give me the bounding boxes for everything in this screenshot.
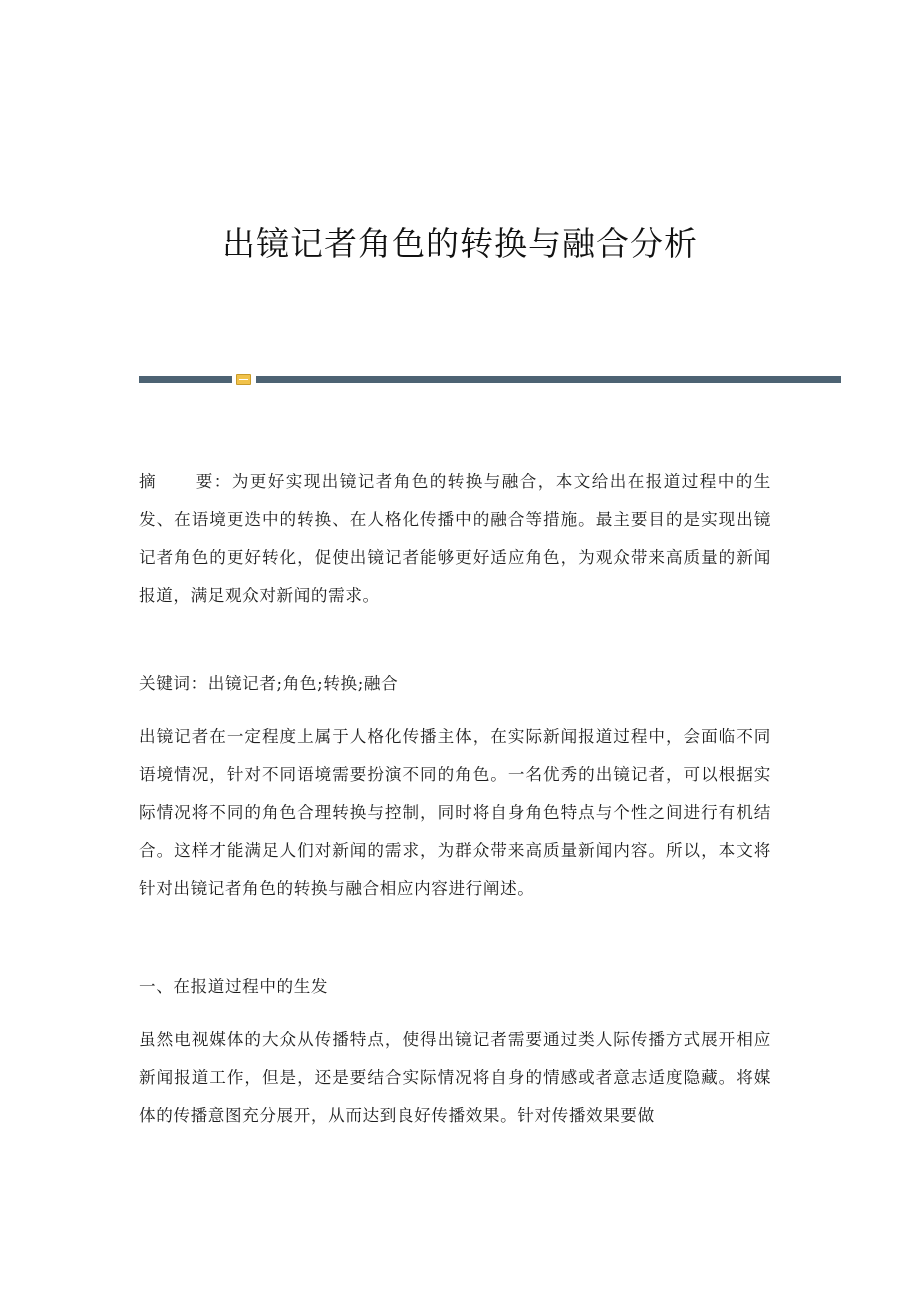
intro-paragraph: 出镜记者在一定程度上属于人格化传播主体，在实际新闻报道过程中，会面临不同语境情况，针对不同语境需要扮演不同的角色。一名优秀的出镜记者，可以根据实际情况将不同的角色合理转换与控制，同时将自身角色特点与个性之间进行有机结合。这样才能满足人们对新闻的需求，为群众带来高质量新闻内容。所以，本文将针对出镜记者角色的转换与融合相应内容进行阐述。 xyxy=(139,727,771,898)
abstract-paragraph xyxy=(139,463,771,615)
section-heading-1: 一、在报道过程中的生发 xyxy=(139,977,329,996)
abstract-text: 为更好实现出镜记者角色的转换与融合，本文给出在报道过程中的生发、在语境更迭中的转换、在人格化传播中的融合等措施。最主要目的是实现出镜记者角色的更好转化，促使出镜记者能够更好适应角色，为观众带来高质量的新闻报道，满足观众对新闻的需求。 xyxy=(139,472,772,605)
abstract-label xyxy=(139,463,195,501)
abstract-label-second: 要： xyxy=(195,472,232,491)
divider-bar-right xyxy=(256,376,841,383)
divider-ornament-icon xyxy=(236,374,251,385)
divider-bar-left xyxy=(139,376,232,383)
section-1-paragraph: 虽然电视媒体的大众从传播特点，使得出镜记者需要通过类人际传播方式展开相应新闻报道工作，但是，还是要结合实际情况将自身的情感或者意志适度隐藏。将媒体的传播意图充分展开，从而达到良好传播效果。针对传播效果要做 xyxy=(139,1030,771,1125)
document-title: 出镜记者角色的转换与融合分析 xyxy=(222,224,698,263)
keywords-line: 关键词：出镜记者;角色;转换;融合 xyxy=(139,674,399,693)
abstract-label-first: 摘 xyxy=(139,472,156,491)
title-divider xyxy=(139,374,841,386)
